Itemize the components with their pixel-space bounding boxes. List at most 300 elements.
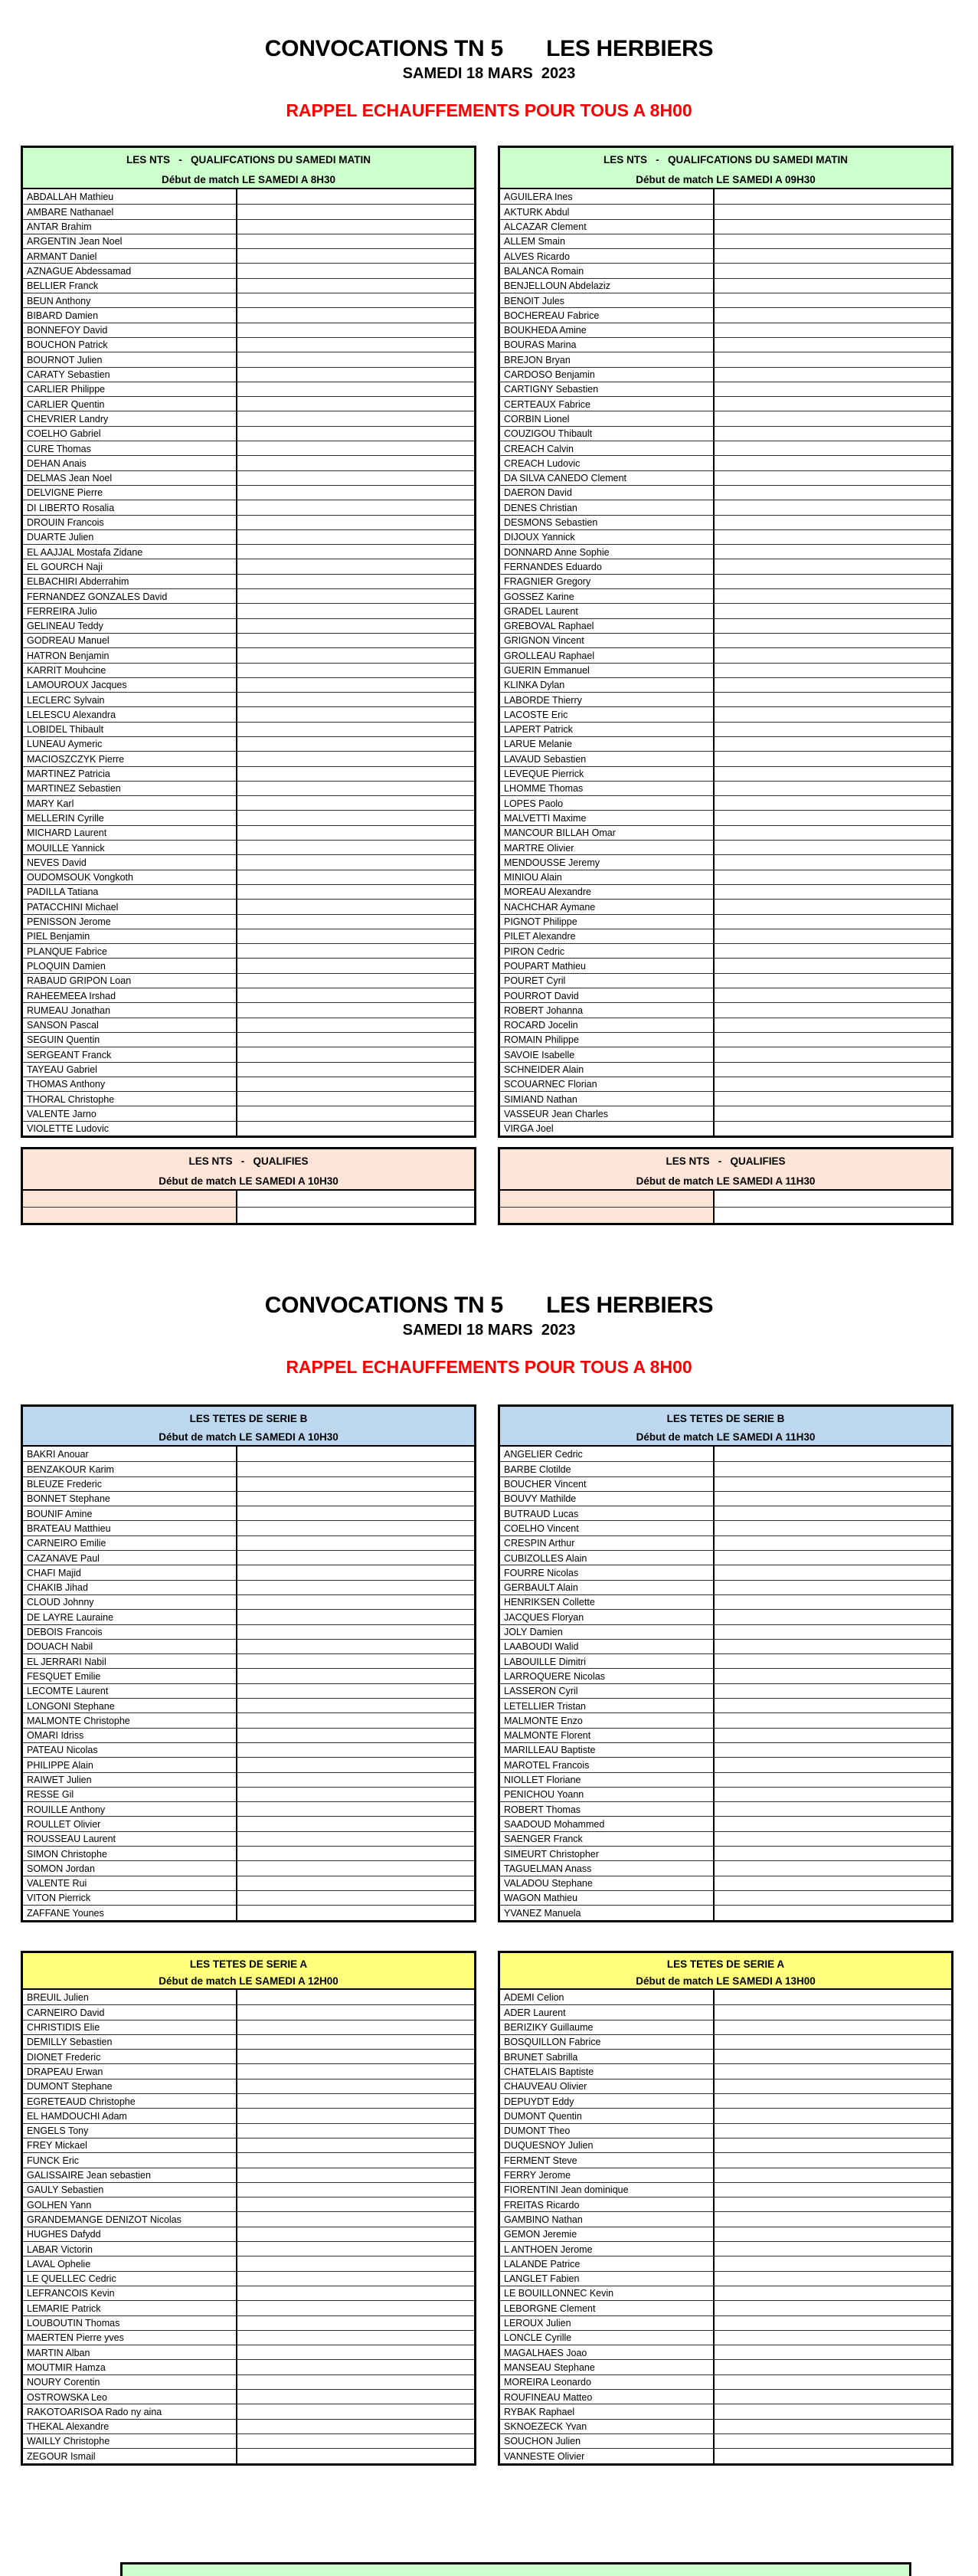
- player-name-cell: THEKAL Alexandre: [23, 2420, 237, 2433]
- table-row: [23, 307, 474, 322]
- player-name-cell: RESSE Gil: [23, 1788, 237, 1801]
- player-name-cell: DUMONT Quentin: [500, 2109, 715, 2122]
- table-row: [500, 1032, 951, 1047]
- player-name-cell: [23, 1208, 237, 1223]
- player-name-cell: FESQUET Emilie: [23, 1669, 237, 1683]
- table-row: [500, 1018, 951, 1032]
- empty-cell: [237, 279, 474, 293]
- player-name-cell: BENOIT Jules: [500, 293, 715, 307]
- warmup-reminder: RAPPEL ECHAUFFEMENTS POUR TOUS A 8H00: [286, 100, 692, 120]
- empty-cell: [237, 974, 474, 988]
- table-row: [23, 663, 474, 677]
- empty-cell: [237, 1063, 474, 1077]
- table-row: [23, 706, 474, 721]
- table-row: [23, 189, 474, 204]
- empty-cell: [237, 249, 474, 263]
- player-name-cell: SKNOEZECK Yvan: [500, 2420, 715, 2433]
- table-row: [23, 2300, 474, 2315]
- empty-cell: [715, 2301, 951, 2315]
- player-list: [500, 1990, 951, 2463]
- player-name-cell: CARTIGNY Sebastien: [500, 382, 715, 396]
- table-row: [500, 1639, 951, 1653]
- player-name-cell: DEBOIS Francois: [23, 1625, 237, 1639]
- empty-cell: [237, 1610, 474, 1624]
- table-nts-qualifies-10h30: [21, 1147, 476, 1225]
- table-row: [500, 2359, 951, 2374]
- table-row: [500, 1491, 951, 1506]
- table-row: [500, 1091, 951, 1106]
- empty-cell: [237, 1191, 474, 1207]
- player-name-cell: EL JERRARI Nabil: [23, 1654, 237, 1668]
- player-name-cell: LARUE Melanie: [500, 737, 715, 751]
- player-name-cell: FRAGNIER Gregory: [500, 575, 715, 588]
- table-row: [500, 352, 951, 366]
- table-row: [500, 1002, 951, 1017]
- player-name-cell: VASSEUR Jean Charles: [500, 1106, 715, 1120]
- table-row: [500, 1609, 951, 1624]
- player-name-cell: LABORDE Thierry: [500, 693, 715, 706]
- empty-cell: [715, 1817, 951, 1830]
- empty-cell: [237, 2242, 474, 2256]
- empty-cell: [715, 634, 951, 647]
- player-name-cell: ALCAZAR Clement: [500, 220, 715, 234]
- table-row: [23, 766, 474, 781]
- player-name-cell: EL AAJJAL Mostafa Zidane: [23, 545, 237, 559]
- empty-cell: [237, 2272, 474, 2286]
- empty-cell: [237, 530, 474, 544]
- table-row: [23, 1742, 474, 1757]
- player-name-cell: SCHNEIDER Alain: [500, 1063, 715, 1077]
- empty-cell: [715, 456, 951, 470]
- table-row: [23, 2123, 474, 2138]
- player-name-cell: GALISSAIRE Jean sebastien: [23, 2168, 237, 2182]
- player-name-cell: BELLIER Franck: [23, 279, 237, 293]
- player-name-cell: ROBERT Johanna: [500, 1003, 715, 1017]
- table-row: [500, 455, 951, 470]
- player-name-cell: AZNAGUE Abdessamad: [23, 264, 237, 277]
- player-name-cell: NACHCHAR Aymane: [500, 900, 715, 913]
- table-row: [500, 2448, 951, 2463]
- player-name-cell: LEMARIE Patrick: [23, 2301, 237, 2315]
- empty-cell: [715, 648, 951, 662]
- cut-off-table-top: [120, 2562, 911, 2576]
- table-row: [500, 2211, 951, 2226]
- empty-cell: [715, 1847, 951, 1860]
- table-row: [23, 1712, 474, 1727]
- player-name-cell: BUTRAUD Lucas: [500, 1506, 715, 1520]
- table-row: [23, 2448, 474, 2463]
- empty-cell: [237, 959, 474, 972]
- table-row: [23, 1447, 474, 1461]
- player-name-cell: OUDOMSOUK Vongkoth: [23, 870, 237, 884]
- table-row: [500, 870, 951, 884]
- empty-cell: [715, 1191, 951, 1207]
- player-name-cell: TAYEAU Gabriel: [23, 1063, 237, 1077]
- table-row: [23, 588, 474, 603]
- player-name-cell: LE BOUILLONNEC Kevin: [500, 2286, 715, 2300]
- player-name-cell: KLINKA Dylan: [500, 678, 715, 692]
- player-name-cell: LASSERON Cyril: [500, 1684, 715, 1698]
- table-row: [23, 1876, 474, 1890]
- empty-cell: [237, 2256, 474, 2270]
- empty-cell: [237, 2109, 474, 2122]
- player-name-cell: FOURRE Nicolas: [500, 1565, 715, 1579]
- player-name-cell: [500, 1208, 715, 1223]
- player-name-cell: ALLEM Smain: [500, 234, 715, 248]
- table-row: [23, 1032, 474, 1047]
- table-row: [500, 382, 951, 396]
- empty-cell: [715, 2153, 951, 2167]
- table-header: [23, 1407, 474, 1447]
- table-row: [500, 2063, 951, 2078]
- table-row: [23, 515, 474, 529]
- table-row: [500, 1683, 951, 1698]
- empty-cell: [237, 619, 474, 633]
- table-row: [500, 751, 951, 765]
- table-row: [500, 1047, 951, 1061]
- player-name-cell: PIGNOT Philippe: [500, 915, 715, 929]
- player-name-cell: BENJELLOUN Abdelaziz: [500, 279, 715, 293]
- table-row: [500, 2241, 951, 2256]
- player-name-cell: COELHO Gabriel: [23, 427, 237, 441]
- player-name-cell: RAHEEMEEA Irshad: [23, 988, 237, 1002]
- player-name-cell: DELMAS Jean Noel: [23, 471, 237, 485]
- empty-cell: [715, 2375, 951, 2389]
- table-row: [500, 1816, 951, 1830]
- table-row: [500, 1846, 951, 1860]
- table-row: [500, 337, 951, 352]
- empty-cell: [715, 1565, 951, 1579]
- table-row: [500, 2093, 951, 2108]
- empty-cell: [237, 915, 474, 929]
- player-name-cell: VALADOU Stephane: [500, 1876, 715, 1890]
- empty-cell: [237, 352, 474, 366]
- table-row: [500, 2020, 951, 2034]
- player-name-cell: CARATY Sebastien: [23, 368, 237, 382]
- empty-cell: [715, 2272, 951, 2286]
- player-list: [23, 1191, 474, 1223]
- player-name-cell: MARY Karl: [23, 796, 237, 810]
- player-name-cell: BOURNOT Julien: [23, 352, 237, 366]
- player-name-cell: NOURY Corentin: [23, 2375, 237, 2389]
- table-header: [23, 148, 474, 189]
- empty-cell: [715, 796, 951, 810]
- table-row: [23, 722, 474, 736]
- player-name-cell: CURE Thomas: [23, 441, 237, 455]
- table-subtitle: Début de match LE SAMEDI A 13H00: [636, 1975, 816, 1987]
- table-row: [23, 411, 474, 425]
- empty-cell: [237, 1447, 474, 1461]
- empty-cell: [237, 2404, 474, 2418]
- player-name-cell: LOBIDEL Thibault: [23, 723, 237, 736]
- player-name-cell: PATACCHINI Michael: [23, 900, 237, 913]
- player-name-cell: VANNESTE Olivier: [500, 2449, 715, 2463]
- player-name-cell: MARTIN Alban: [23, 2345, 237, 2359]
- table-row: [500, 544, 951, 559]
- player-name-cell: LEFRANCOIS Kevin: [23, 2286, 237, 2300]
- table-subtitle: Début de match LE SAMEDI A 09H30: [636, 174, 816, 185]
- player-name-cell: CHAKIB Jihad: [23, 1581, 237, 1594]
- empty-cell: [715, 1477, 951, 1491]
- table-row: [23, 2004, 474, 2019]
- table-serie-b-11h30: [498, 1404, 953, 1922]
- player-name-cell: VALENTE Rui: [23, 1876, 237, 1890]
- empty-cell: [715, 664, 951, 677]
- empty-cell: [237, 1208, 474, 1223]
- player-name-cell: LAPERT Patrick: [500, 723, 715, 736]
- player-name-cell: GREBOVAL Raphael: [500, 619, 715, 633]
- table-row: [23, 854, 474, 869]
- empty-cell: [237, 1906, 474, 1919]
- empty-cell: [237, 885, 474, 899]
- player-name-cell: DOUACH Nabil: [23, 1640, 237, 1653]
- player-name-cell: PHILIPPE Alain: [23, 1758, 237, 1771]
- empty-cell: [237, 1713, 474, 1727]
- player-name-cell: HATRON Benjamin: [23, 648, 237, 662]
- empty-cell: [715, 841, 951, 854]
- player-name-cell: DONNARD Anne Sophie: [500, 545, 715, 559]
- empty-cell: [237, 1773, 474, 1787]
- table-row: [23, 2433, 474, 2448]
- player-name-cell: CREACH Calvin: [500, 441, 715, 455]
- empty-cell: [715, 944, 951, 958]
- table-row: [23, 1801, 474, 1816]
- table-row: [500, 2389, 951, 2404]
- table-row: [500, 2034, 951, 2049]
- table-row: [500, 1077, 951, 1091]
- table-row: [500, 1062, 951, 1077]
- empty-cell: [715, 1713, 951, 1727]
- player-name-cell: BARBE Clotilde: [500, 1462, 715, 1476]
- empty-cell: [237, 2005, 474, 2019]
- player-name-cell: MARTINEZ Patricia: [23, 767, 237, 781]
- player-name-cell: BOURAS Marina: [500, 338, 715, 352]
- empty-cell: [715, 900, 951, 913]
- player-name-cell: BIBARD Damien: [23, 308, 237, 322]
- player-name-cell: DI LIBERTO Rosalia: [23, 500, 237, 514]
- table-title: LES TETES DE SERIE B: [666, 1413, 785, 1424]
- empty-cell: [715, 545, 951, 559]
- table-row: [23, 1668, 474, 1683]
- table-header: [500, 1953, 951, 1990]
- empty-cell: [237, 1891, 474, 1905]
- empty-cell: [715, 368, 951, 382]
- table-row: [500, 293, 951, 307]
- empty-cell: [715, 427, 951, 441]
- table-row: [500, 1565, 951, 1579]
- player-name-cell: SERGEANT Franck: [23, 1047, 237, 1061]
- player-name-cell: DIONET Frederic: [23, 2050, 237, 2063]
- player-name-cell: FERNANDEZ GONZALES David: [23, 589, 237, 603]
- player-name-cell: FERMENT Steve: [500, 2153, 715, 2167]
- player-name-cell: CARLIER Philippe: [23, 382, 237, 396]
- empty-cell: [237, 1003, 474, 1017]
- empty-cell: [237, 516, 474, 529]
- player-name-cell: GUERIN Emmanuel: [500, 664, 715, 677]
- empty-cell: [715, 220, 951, 234]
- table-row: [23, 2227, 474, 2241]
- empty-cell: [237, 634, 474, 647]
- table-row: [23, 234, 474, 248]
- empty-cell: [715, 308, 951, 322]
- empty-cell: [715, 1669, 951, 1683]
- empty-cell: [237, 234, 474, 248]
- player-name-cell: ROCARD Jocelin: [500, 1018, 715, 1032]
- player-name-cell: LOUBOUTIN Thomas: [23, 2316, 237, 2330]
- player-name-cell: FERNANDES Eduardo: [500, 559, 715, 573]
- empty-cell: [715, 1876, 951, 1890]
- player-name-cell: BERIZIKY Guillaume: [500, 2020, 715, 2034]
- table-row: [500, 1476, 951, 1491]
- empty-cell: [715, 1832, 951, 1846]
- empty-cell: [715, 1506, 951, 1520]
- table-row: [500, 2271, 951, 2286]
- empty-cell: [237, 1018, 474, 1032]
- table-row: [23, 2286, 474, 2300]
- player-name-cell: PADILLA Tatiana: [23, 885, 237, 899]
- table-row: [23, 2419, 474, 2433]
- empty-cell: [715, 1047, 951, 1061]
- table-row: [500, 1535, 951, 1550]
- player-name-cell: PLANQUE Fabrice: [23, 944, 237, 958]
- table-row: [500, 234, 951, 248]
- player-name-cell: DUMONT Theo: [500, 2124, 715, 2138]
- table-row: [500, 2108, 951, 2122]
- table-header: [23, 1953, 474, 1990]
- table-row: [500, 2049, 951, 2063]
- table-row: [23, 1506, 474, 1520]
- page-title: CONVOCATIONS TN 5 LES HERBIERS: [264, 1293, 714, 1318]
- table-row: [23, 973, 474, 988]
- table-row: [23, 352, 474, 366]
- player-name-cell: MELLERIN Cyrille: [23, 811, 237, 824]
- empty-cell: [237, 1817, 474, 1830]
- table-row: [23, 1772, 474, 1787]
- empty-cell: [715, 323, 951, 337]
- player-name-cell: ABDALLAH Mathieu: [23, 189, 237, 204]
- table-header: [23, 1149, 474, 1191]
- player-name-cell: MANSEAU Stephane: [500, 2360, 715, 2374]
- table-row: [500, 248, 951, 263]
- player-list: [500, 1447, 951, 1920]
- player-name-cell: MENDOUSSE Jeremy: [500, 855, 715, 869]
- table-row: [500, 485, 951, 500]
- empty-cell: [715, 397, 951, 411]
- player-name-cell: YVANEZ Manuela: [500, 1906, 715, 1919]
- empty-cell: [237, 1551, 474, 1565]
- empty-cell: [237, 1122, 474, 1136]
- section2-heading: [0, 1292, 978, 1377]
- player-name-cell: VIRGA Joel: [500, 1122, 715, 1136]
- empty-cell: [715, 1654, 951, 1668]
- table-row: [23, 204, 474, 218]
- player-name-cell: KARRIT Mouhcine: [23, 664, 237, 677]
- player-name-cell: RYBAK Raphael: [500, 2404, 715, 2418]
- player-name-cell: RAIWET Julien: [23, 1773, 237, 1787]
- table-row: [500, 736, 951, 751]
- player-name-cell: DEPUYDT Eddy: [500, 2094, 715, 2108]
- empty-cell: [715, 234, 951, 248]
- empty-cell: [237, 2331, 474, 2345]
- player-name-cell: JOLY Damien: [500, 1625, 715, 1639]
- player-name-cell: LARROQUERE Nicolas: [500, 1669, 715, 1683]
- empty-cell: [715, 2345, 951, 2359]
- empty-cell: [715, 1625, 951, 1639]
- empty-cell: [237, 1699, 474, 1712]
- empty-cell: [237, 411, 474, 425]
- table-row: [500, 426, 951, 441]
- table-row: [23, 500, 474, 514]
- empty-cell: [715, 1990, 951, 2004]
- table-title: LES NTS - QUALIFIES: [666, 1155, 786, 1167]
- player-name-cell: FERRY Jerome: [500, 2168, 715, 2182]
- empty-cell: [237, 589, 474, 603]
- table-row: [500, 1580, 951, 1594]
- empty-cell: [237, 1861, 474, 1875]
- empty-cell: [237, 382, 474, 396]
- empty-cell: [237, 205, 474, 218]
- empty-cell: [715, 1773, 951, 1787]
- player-name-cell: ARGENTIN Jean Noel: [23, 234, 237, 248]
- table-row: [23, 2345, 474, 2359]
- empty-cell: [237, 1506, 474, 1520]
- player-name-cell: MINIOU Alain: [500, 870, 715, 884]
- player-name-cell: DAERON David: [500, 486, 715, 500]
- empty-cell: [237, 693, 474, 706]
- player-name-cell: LHOMME Thomas: [500, 782, 715, 795]
- table-subtitle: Début de match LE SAMEDI A 10H30: [159, 1431, 339, 1443]
- table-row: [23, 293, 474, 307]
- empty-cell: [237, 737, 474, 751]
- table-row: [500, 1905, 951, 1919]
- table-row: [500, 2300, 951, 2315]
- empty-cell: [715, 205, 951, 218]
- player-name-cell: COUZIGOU Thibault: [500, 427, 715, 441]
- player-name-cell: MALMONTE Enzo: [500, 1713, 715, 1727]
- player-name-cell: BRUNET Sabrilla: [500, 2050, 715, 2063]
- empty-cell: [237, 2050, 474, 2063]
- player-name-cell: PILET Alexandre: [500, 929, 715, 943]
- table-row: [500, 2182, 951, 2197]
- empty-cell: [237, 767, 474, 781]
- empty-cell: [237, 796, 474, 810]
- player-name-cell: GOSSEZ Karine: [500, 589, 715, 603]
- player-list: [23, 1990, 474, 2463]
- player-name-cell: VITON Pierrick: [23, 1891, 237, 1905]
- table-row: [23, 1018, 474, 1032]
- empty-cell: [715, 2434, 951, 2448]
- table-row: [500, 1890, 951, 1905]
- empty-cell: [715, 1003, 951, 1017]
- empty-cell: [237, 2390, 474, 2404]
- table-row: [23, 1191, 474, 1207]
- table-row: [500, 2419, 951, 2433]
- empty-cell: [715, 693, 951, 706]
- table-row: [23, 441, 474, 455]
- table-row: [500, 1757, 951, 1771]
- empty-cell: [237, 1492, 474, 1506]
- table-row: [23, 337, 474, 352]
- empty-cell: [715, 1640, 951, 1653]
- empty-cell: [715, 1122, 951, 1136]
- empty-cell: [237, 2020, 474, 2034]
- empty-cell: [715, 2404, 951, 2418]
- table-row: [23, 1728, 474, 1742]
- table-row: [23, 1207, 474, 1223]
- table-row: [500, 2330, 951, 2345]
- empty-cell: [237, 441, 474, 455]
- player-name-cell: PENICHOU Yoann: [500, 1788, 715, 1801]
